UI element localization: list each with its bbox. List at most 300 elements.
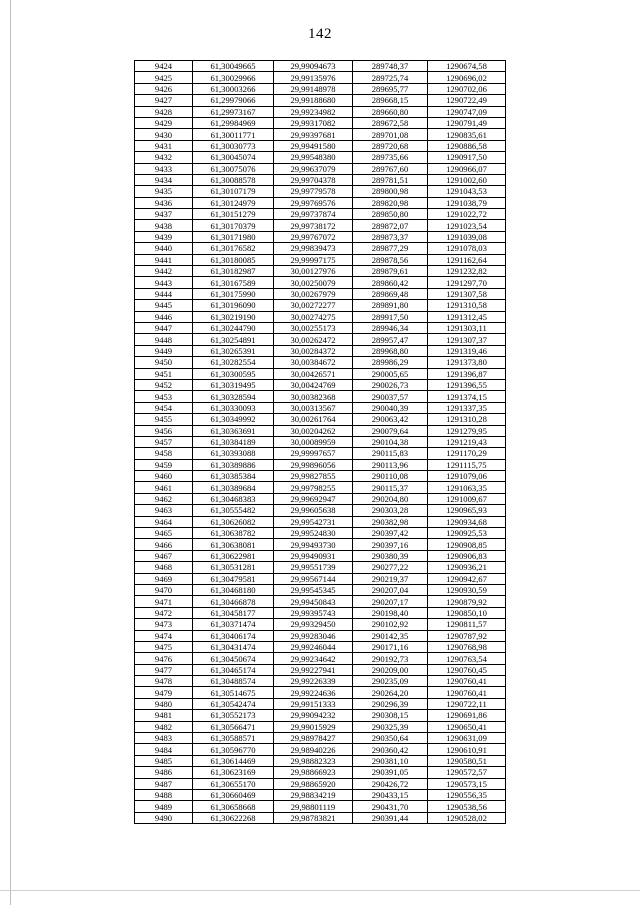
point-number-cell: 9451 (135, 368, 193, 379)
y-coordinate-cell: 1291310,28 (428, 414, 506, 425)
latitude-cell: 61,30363691 (193, 425, 274, 436)
x-coordinate-cell: 290235,09 (353, 676, 428, 687)
y-coordinate-cell: 1290722,49 (428, 95, 506, 106)
x-coordinate-cell: 290264,20 (353, 687, 428, 698)
x-coordinate-cell: 289767,60 (353, 163, 428, 174)
longitude-cell: 29,99605638 (274, 505, 353, 516)
latitude-cell: 61,30182987 (193, 266, 274, 277)
x-coordinate-cell: 290192,73 (353, 653, 428, 664)
point-number-cell: 9460 (135, 471, 193, 482)
x-coordinate-cell: 290360,42 (353, 744, 428, 755)
coordinates-table (134, 60, 506, 824)
y-coordinate-cell: 1291063,35 (428, 482, 506, 493)
table-row (135, 733, 506, 744)
point-number-cell: 9464 (135, 516, 193, 527)
latitude-cell: 61,30488574 (193, 676, 274, 687)
point-number-cell: 9484 (135, 744, 193, 755)
x-coordinate-cell: 289725,74 (353, 72, 428, 83)
x-coordinate-cell: 290207,04 (353, 584, 428, 595)
table-row (135, 493, 506, 504)
y-coordinate-cell: 1291078,03 (428, 243, 506, 254)
y-coordinate-cell: 1290760,41 (428, 687, 506, 698)
x-coordinate-cell: 290142,35 (353, 630, 428, 641)
longitude-cell: 29,99738172 (274, 220, 353, 231)
x-coordinate-cell: 289748,37 (353, 61, 428, 72)
table-row (135, 539, 506, 550)
y-coordinate-cell: 1291043,53 (428, 186, 506, 197)
point-number-cell: 9452 (135, 379, 193, 390)
longitude-cell: 29,99827855 (274, 471, 353, 482)
longitude-cell: 29,99317082 (274, 117, 353, 128)
table-row (135, 174, 506, 185)
x-coordinate-cell: 289860,42 (353, 277, 428, 288)
table-row (135, 231, 506, 242)
y-coordinate-cell: 1291022,72 (428, 209, 506, 220)
longitude-cell: 29,99151333 (274, 698, 353, 709)
table-row (135, 812, 506, 823)
x-coordinate-cell: 290102,92 (353, 619, 428, 630)
y-coordinate-cell: 1291396,87 (428, 368, 506, 379)
latitude-cell: 61,30254891 (193, 334, 274, 345)
point-number-cell: 9459 (135, 459, 193, 470)
latitude-cell: 61,30623169 (193, 767, 274, 778)
latitude-cell: 61,30596770 (193, 744, 274, 755)
y-coordinate-cell: 1290610,91 (428, 744, 506, 755)
latitude-cell: 61,30196090 (193, 300, 274, 311)
point-number-cell: 9439 (135, 231, 193, 242)
longitude-cell: 30,00250079 (274, 277, 353, 288)
y-coordinate-cell: 1291297,70 (428, 277, 506, 288)
longitude-cell: 30,00089959 (274, 436, 353, 447)
latitude-cell: 61,30170379 (193, 220, 274, 231)
y-coordinate-cell: 1291039,08 (428, 231, 506, 242)
x-coordinate-cell: 289820,98 (353, 197, 428, 208)
table-row (135, 345, 506, 356)
y-coordinate-cell: 1291307,58 (428, 288, 506, 299)
point-number-cell: 9485 (135, 755, 193, 766)
longitude-cell: 29,99224636 (274, 687, 353, 698)
table-row (135, 300, 506, 311)
latitude-cell: 61,30555482 (193, 505, 274, 516)
x-coordinate-cell: 289660,80 (353, 106, 428, 117)
latitude-cell: 61,30011771 (193, 129, 274, 140)
y-coordinate-cell: 1290930,59 (428, 584, 506, 595)
point-number-cell: 9479 (135, 687, 193, 698)
longitude-cell: 29,99997175 (274, 254, 353, 265)
table-row (135, 584, 506, 595)
longitude-cell: 29,99135976 (274, 72, 353, 83)
x-coordinate-cell: 290382,98 (353, 516, 428, 527)
point-number-cell: 9427 (135, 95, 193, 106)
table-row (135, 379, 506, 390)
longitude-cell: 29,99551739 (274, 562, 353, 573)
longitude-cell: 29,99779578 (274, 186, 353, 197)
latitude-cell: 61,30385384 (193, 471, 274, 482)
point-number-cell: 9482 (135, 721, 193, 732)
longitude-cell: 29,99491580 (274, 140, 353, 151)
longitude-cell: 30,00384672 (274, 357, 353, 368)
longitude-cell: 29,99704378 (274, 174, 353, 185)
point-number-cell: 9458 (135, 448, 193, 459)
latitude-cell: 61,30431474 (193, 641, 274, 652)
latitude-cell: 61,30389886 (193, 459, 274, 470)
y-coordinate-cell: 1291279,95 (428, 425, 506, 436)
x-coordinate-cell: 289879,61 (353, 266, 428, 277)
point-number-cell: 9441 (135, 254, 193, 265)
table-row (135, 664, 506, 675)
point-number-cell: 9448 (135, 334, 193, 345)
table-row (135, 334, 506, 345)
longitude-cell: 29,99545345 (274, 584, 353, 595)
x-coordinate-cell: 289917,50 (353, 311, 428, 322)
x-coordinate-cell: 290079,64 (353, 425, 428, 436)
x-coordinate-cell: 290296,39 (353, 698, 428, 709)
longitude-cell: 29,99769576 (274, 197, 353, 208)
longitude-cell: 29,99094673 (274, 61, 353, 72)
point-number-cell: 9430 (135, 129, 193, 140)
longitude-cell: 29,98978427 (274, 733, 353, 744)
y-coordinate-cell: 1291310,58 (428, 300, 506, 311)
point-number-cell: 9424 (135, 61, 193, 72)
longitude-cell: 29,99283046 (274, 630, 353, 641)
table-row (135, 767, 506, 778)
y-coordinate-cell: 1290760,45 (428, 664, 506, 675)
table-row (135, 459, 506, 470)
x-coordinate-cell: 289735,66 (353, 152, 428, 163)
latitude-cell: 61,30244790 (193, 322, 274, 333)
table-row (135, 630, 506, 641)
table-row (135, 698, 506, 709)
y-coordinate-cell: 1290650,41 (428, 721, 506, 732)
table-row (135, 83, 506, 94)
table-row (135, 778, 506, 789)
y-coordinate-cell: 1291374,15 (428, 391, 506, 402)
table-row (135, 471, 506, 482)
point-number-cell: 9450 (135, 357, 193, 368)
coordinates-table-body (135, 61, 506, 824)
x-coordinate-cell: 290325,39 (353, 721, 428, 732)
y-coordinate-cell: 1290879,92 (428, 596, 506, 607)
x-coordinate-cell: 289968,80 (353, 345, 428, 356)
longitude-cell: 29,99234642 (274, 653, 353, 664)
point-number-cell: 9483 (135, 733, 193, 744)
table-row (135, 505, 506, 516)
y-coordinate-cell: 1290965,93 (428, 505, 506, 516)
point-number-cell: 9481 (135, 710, 193, 721)
x-coordinate-cell: 290115,83 (353, 448, 428, 459)
latitude-cell: 61,30029966 (193, 72, 274, 83)
point-number-cell: 9446 (135, 311, 193, 322)
x-coordinate-cell: 289872,07 (353, 220, 428, 231)
longitude-cell: 29,99839473 (274, 243, 353, 254)
latitude-cell: 61,30389684 (193, 482, 274, 493)
latitude-cell: 61,30003266 (193, 83, 274, 94)
longitude-cell: 29,99737874 (274, 209, 353, 220)
y-coordinate-cell: 1291162,64 (428, 254, 506, 265)
longitude-cell: 30,00255173 (274, 322, 353, 333)
longitude-cell: 29,99548380 (274, 152, 353, 163)
point-number-cell: 9449 (135, 345, 193, 356)
longitude-cell: 29,99329450 (274, 619, 353, 630)
longitude-cell: 29,99094232 (274, 710, 353, 721)
point-number-cell: 9435 (135, 186, 193, 197)
x-coordinate-cell: 290198,40 (353, 607, 428, 618)
table-row (135, 482, 506, 493)
x-coordinate-cell: 290391,05 (353, 767, 428, 778)
y-coordinate-cell: 1290760,41 (428, 676, 506, 687)
latitude-cell: 61,30049665 (193, 61, 274, 72)
table-row (135, 755, 506, 766)
x-coordinate-cell: 289957,47 (353, 334, 428, 345)
longitude-cell: 30,00272277 (274, 300, 353, 311)
x-coordinate-cell: 290277,22 (353, 562, 428, 573)
x-coordinate-cell: 289946,34 (353, 322, 428, 333)
latitude-cell: 61,30265391 (193, 345, 274, 356)
table-row (135, 687, 506, 698)
x-coordinate-cell: 289850,80 (353, 209, 428, 220)
x-coordinate-cell: 290110,08 (353, 471, 428, 482)
latitude-cell: 61,30175990 (193, 288, 274, 299)
point-number-cell: 9432 (135, 152, 193, 163)
point-number-cell: 9469 (135, 573, 193, 584)
latitude-cell: 61,30542474 (193, 698, 274, 709)
latitude-cell: 61,29979066 (193, 95, 274, 106)
table-row (135, 368, 506, 379)
y-coordinate-cell: 1291303,11 (428, 322, 506, 333)
y-coordinate-cell: 1290811,57 (428, 619, 506, 630)
x-coordinate-cell: 290308,15 (353, 710, 428, 721)
table-row (135, 106, 506, 117)
point-number-cell: 9443 (135, 277, 193, 288)
y-coordinate-cell: 1290722,11 (428, 698, 506, 709)
y-coordinate-cell: 1290942,67 (428, 573, 506, 584)
point-number-cell: 9472 (135, 607, 193, 618)
table-row (135, 266, 506, 277)
point-number-cell: 9433 (135, 163, 193, 174)
y-coordinate-cell: 1290787,92 (428, 630, 506, 641)
latitude-cell: 61,30030773 (193, 140, 274, 151)
scan-left-edge-rule (10, 0, 11, 905)
longitude-cell: 29,98783821 (274, 812, 353, 823)
x-coordinate-cell: 290204,80 (353, 493, 428, 504)
x-coordinate-cell: 290005,65 (353, 368, 428, 379)
latitude-cell: 61,30219190 (193, 311, 274, 322)
longitude-cell: 30,00127976 (274, 266, 353, 277)
point-number-cell: 9462 (135, 493, 193, 504)
x-coordinate-cell: 290040,39 (353, 402, 428, 413)
point-number-cell: 9473 (135, 619, 193, 630)
longitude-cell: 30,00313567 (274, 402, 353, 413)
table-row (135, 140, 506, 151)
table-row (135, 311, 506, 322)
latitude-cell: 61,30514675 (193, 687, 274, 698)
x-coordinate-cell: 290104,38 (353, 436, 428, 447)
x-coordinate-cell: 289800,98 (353, 186, 428, 197)
y-coordinate-cell: 1290747,09 (428, 106, 506, 117)
latitude-cell: 61,30107179 (193, 186, 274, 197)
longitude-cell: 30,00424769 (274, 379, 353, 390)
point-number-cell: 9468 (135, 562, 193, 573)
point-number-cell: 9429 (135, 117, 193, 128)
point-number-cell: 9463 (135, 505, 193, 516)
y-coordinate-cell: 1290573,15 (428, 778, 506, 789)
table-row (135, 322, 506, 333)
y-coordinate-cell: 1291396,55 (428, 379, 506, 390)
table-row (135, 152, 506, 163)
x-coordinate-cell: 289720,68 (353, 140, 428, 151)
point-number-cell: 9445 (135, 300, 193, 311)
latitude-cell: 61,30045074 (193, 152, 274, 163)
longitude-cell: 29,98865920 (274, 778, 353, 789)
table-row (135, 220, 506, 231)
table-row (135, 61, 506, 72)
y-coordinate-cell: 1291373,80 (428, 357, 506, 368)
y-coordinate-cell: 1290925,53 (428, 528, 506, 539)
latitude-cell: 61,29984969 (193, 117, 274, 128)
latitude-cell: 61,30450674 (193, 653, 274, 664)
longitude-cell: 29,99692947 (274, 493, 353, 504)
table-row (135, 391, 506, 402)
x-coordinate-cell: 290207,17 (353, 596, 428, 607)
y-coordinate-cell: 1290556,35 (428, 790, 506, 801)
y-coordinate-cell: 1291232,82 (428, 266, 506, 277)
table-row (135, 721, 506, 732)
y-coordinate-cell: 1290696,02 (428, 72, 506, 83)
point-number-cell: 9486 (135, 767, 193, 778)
longitude-cell: 29,98866923 (274, 767, 353, 778)
x-coordinate-cell: 290350,64 (353, 733, 428, 744)
x-coordinate-cell: 290426,72 (353, 778, 428, 789)
longitude-cell: 30,00426571 (274, 368, 353, 379)
y-coordinate-cell: 1290886,58 (428, 140, 506, 151)
y-coordinate-cell: 1291002,60 (428, 174, 506, 185)
longitude-cell: 29,99637079 (274, 163, 353, 174)
latitude-cell: 61,30319495 (193, 379, 274, 390)
longitude-cell: 29,99493730 (274, 539, 353, 550)
x-coordinate-cell: 289672,58 (353, 117, 428, 128)
latitude-cell: 61,30468383 (193, 493, 274, 504)
y-coordinate-cell: 1291312,45 (428, 311, 506, 322)
x-coordinate-cell: 290431,70 (353, 801, 428, 812)
table-row (135, 277, 506, 288)
x-coordinate-cell: 290113,96 (353, 459, 428, 470)
table-row (135, 288, 506, 299)
x-coordinate-cell: 290115,37 (353, 482, 428, 493)
y-coordinate-cell: 1290936,21 (428, 562, 506, 573)
y-coordinate-cell: 1290763,54 (428, 653, 506, 664)
point-number-cell: 9431 (135, 140, 193, 151)
latitude-cell: 61,30176582 (193, 243, 274, 254)
x-coordinate-cell: 290391,44 (353, 812, 428, 823)
longitude-cell: 29,98882323 (274, 755, 353, 766)
point-number-cell: 9478 (135, 676, 193, 687)
table-row (135, 72, 506, 83)
latitude-cell: 61,30330093 (193, 402, 274, 413)
y-coordinate-cell: 1290768,98 (428, 641, 506, 652)
point-number-cell: 9457 (135, 436, 193, 447)
point-number-cell: 9456 (135, 425, 193, 436)
y-coordinate-cell: 1290934,68 (428, 516, 506, 527)
longitude-cell: 29,99896056 (274, 459, 353, 470)
latitude-cell: 61,30658668 (193, 801, 274, 812)
longitude-cell: 29,99542731 (274, 516, 353, 527)
longitude-cell: 29,99767072 (274, 231, 353, 242)
point-number-cell: 9438 (135, 220, 193, 231)
table-row (135, 550, 506, 561)
table-row (135, 436, 506, 447)
longitude-cell: 30,00261764 (274, 414, 353, 425)
y-coordinate-cell: 1290538,56 (428, 801, 506, 812)
point-number-cell: 9461 (135, 482, 193, 493)
x-coordinate-cell: 289781,51 (353, 174, 428, 185)
y-coordinate-cell: 1291009,67 (428, 493, 506, 504)
y-coordinate-cell: 1291038,79 (428, 197, 506, 208)
y-coordinate-cell: 1290631,09 (428, 733, 506, 744)
y-coordinate-cell: 1290917,50 (428, 152, 506, 163)
x-coordinate-cell: 290380,39 (353, 550, 428, 561)
table-row (135, 425, 506, 436)
longitude-cell: 29,98801119 (274, 801, 353, 812)
point-number-cell: 9426 (135, 83, 193, 94)
point-number-cell: 9455 (135, 414, 193, 425)
scan-bottom-edge-rule (0, 890, 640, 891)
y-coordinate-cell: 1291307,37 (428, 334, 506, 345)
latitude-cell: 61,30180085 (193, 254, 274, 265)
table-row (135, 402, 506, 413)
table-row (135, 790, 506, 801)
latitude-cell: 61,30638081 (193, 539, 274, 550)
table-row (135, 117, 506, 128)
x-coordinate-cell: 290433,15 (353, 790, 428, 801)
point-number-cell: 9470 (135, 584, 193, 595)
table-row (135, 528, 506, 539)
latitude-cell: 61,30531281 (193, 562, 274, 573)
point-number-cell: 9487 (135, 778, 193, 789)
table-row (135, 653, 506, 664)
latitude-cell: 61,30466878 (193, 596, 274, 607)
y-coordinate-cell: 1291023,54 (428, 220, 506, 231)
y-coordinate-cell: 1290966,07 (428, 163, 506, 174)
x-coordinate-cell: 290063,42 (353, 414, 428, 425)
longitude-cell: 29,99524830 (274, 528, 353, 539)
latitude-cell: 61,30660469 (193, 790, 274, 801)
longitude-cell: 29,99227941 (274, 664, 353, 675)
table-row (135, 607, 506, 618)
point-number-cell: 9465 (135, 528, 193, 539)
x-coordinate-cell: 289878,56 (353, 254, 428, 265)
latitude-cell: 61,30614469 (193, 755, 274, 766)
x-coordinate-cell: 290397,16 (353, 539, 428, 550)
page-number: 142 (308, 26, 332, 42)
table-row (135, 357, 506, 368)
point-number-cell: 9447 (135, 322, 193, 333)
longitude-cell: 29,99997657 (274, 448, 353, 459)
longitude-cell: 29,98834219 (274, 790, 353, 801)
x-coordinate-cell: 290397,42 (353, 528, 428, 539)
table-row (135, 186, 506, 197)
y-coordinate-cell: 1290702,06 (428, 83, 506, 94)
table-row (135, 619, 506, 630)
longitude-cell: 30,00267979 (274, 288, 353, 299)
point-number-cell: 9428 (135, 106, 193, 117)
y-coordinate-cell: 1290691,86 (428, 710, 506, 721)
x-coordinate-cell: 289877,29 (353, 243, 428, 254)
latitude-cell: 61,30465174 (193, 664, 274, 675)
x-coordinate-cell: 290209,00 (353, 664, 428, 675)
y-coordinate-cell: 1291170,29 (428, 448, 506, 459)
latitude-cell: 61,30171980 (193, 231, 274, 242)
table-row (135, 744, 506, 755)
